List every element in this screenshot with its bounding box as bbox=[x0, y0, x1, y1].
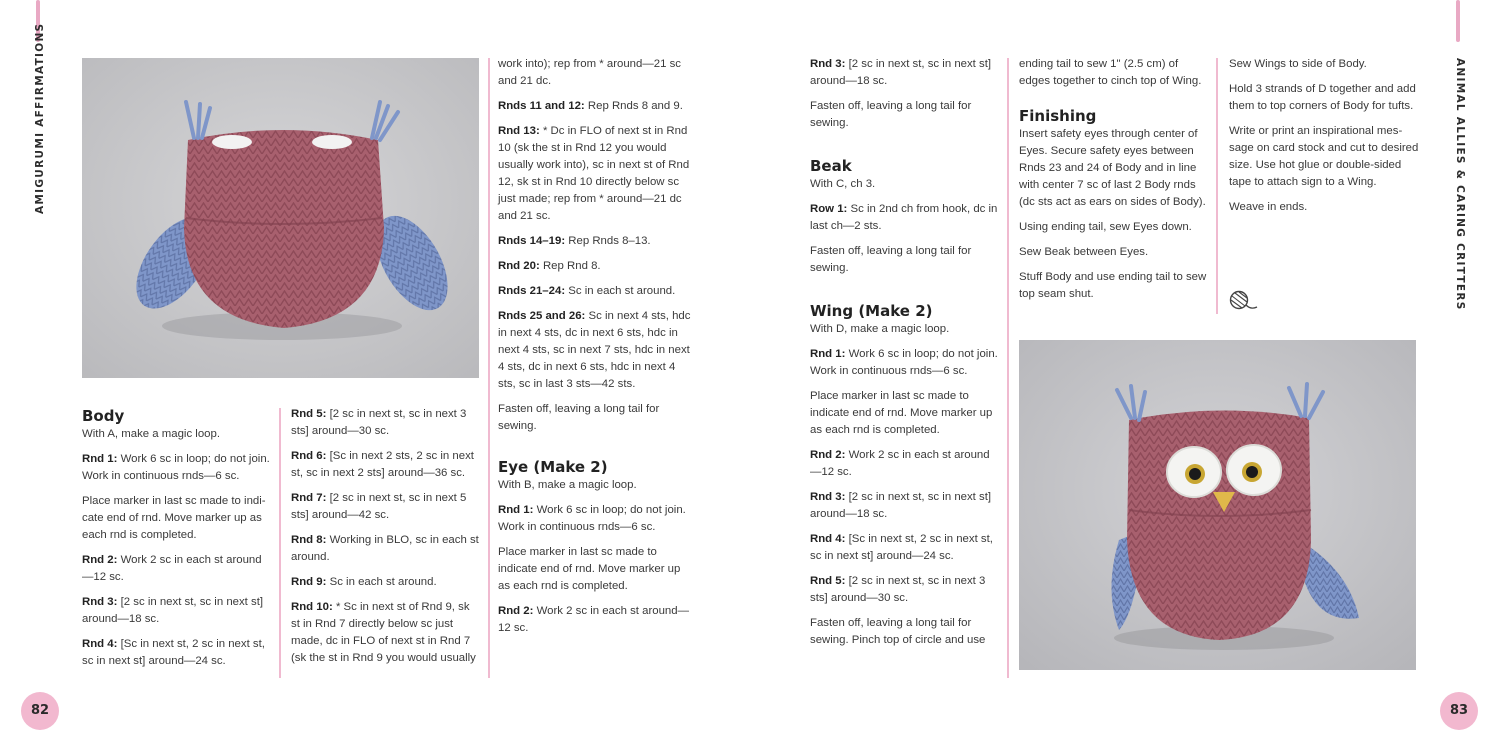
wing-rnd4: Rnd 4: [Sc in next st, 2 sc in next st, sc in next st] around—24 sc. bbox=[810, 533, 993, 562]
right-column-1 bbox=[810, 56, 1000, 657]
body-rnd3: Rnd 3: [2 sc in next st, sc in next st] around—18 sc. bbox=[82, 596, 264, 625]
wing-continued: ending tail to sew 1" (2.5 cm) of edges together to cinch top of Wing. bbox=[1019, 58, 1202, 87]
wing-rnd2: Rnd 2: Work 2 sc in each st around—12 sc. bbox=[810, 449, 990, 478]
owl-front-photo bbox=[1019, 340, 1416, 670]
wing-rnd3: Rnd 3: [2 sc in next st, sc in next st] around—18 sc. bbox=[810, 491, 992, 520]
rnd10-continued: work into); rep from * around—21 sc and 21 dc. bbox=[498, 58, 681, 87]
finishing-weave: Weave in ends. bbox=[1229, 201, 1308, 213]
body-fasten-off: Fasten off, leaving a long tail for sewing. bbox=[498, 403, 660, 432]
eye-heading: Eye (Make 2) bbox=[498, 458, 608, 476]
yarn-ball-icon bbox=[1229, 290, 1259, 317]
body-rnds11-12: Rnds 11 and 12: Rep Rnds 8 and 9. bbox=[498, 100, 683, 112]
body-intro: With A, make a magic loop. bbox=[82, 428, 221, 440]
column-divider bbox=[1216, 58, 1218, 314]
body-rnd7: Rnd 7: [2 sc in next st, sc in next 5 sts] around—42 sc. bbox=[291, 492, 467, 521]
page-number-left: 82 bbox=[21, 692, 59, 730]
wing-rnd5: Rnd 5: [2 sc in next st, sc in next 3 sts] around—30 sc. bbox=[810, 575, 986, 604]
right-column-3 bbox=[1229, 56, 1419, 224]
body-rnds21-24: Rnds 21–24: Sc in each st around. bbox=[498, 285, 676, 297]
body-rnd8: Rnd 8: Working in BLO, sc in each st around. bbox=[291, 534, 479, 563]
body-rnd1: Rnd 1: Work 6 sc in loop; do not join. Work in continuous rnds—6 sc. bbox=[82, 453, 270, 482]
right-tab-marker bbox=[1456, 0, 1460, 42]
eye-fasten-off: Fasten off, leaving a long tail for sewing. bbox=[810, 100, 972, 129]
body-rnd6: Rnd 6: [Sc in next 2 sts, 2 sc in next st, sc in next 2 sts] around—36 sc. bbox=[291, 450, 474, 479]
beak-intro: With C, ch 3. bbox=[810, 178, 876, 190]
running-head-left: AMIGURUMI AFFIRMATIONS bbox=[34, 22, 46, 214]
body-rnd5: Rnd 5: [2 sc in next st, sc in next 3 sts] around—30 sc. bbox=[291, 408, 467, 437]
body-rnd20: Rnd 20: Rep Rnd 8. bbox=[498, 260, 601, 272]
column-divider bbox=[1007, 58, 1009, 678]
eye-rnd1: Rnd 1: Work 6 sc in loop; do not join. Work in continuous rnds—6 sc. bbox=[498, 504, 686, 533]
finishing-sign: Write or print an inspirational mes-sage on card stock and cut to desired size. Use hot glue or double-sided tape to attach sign to a Wing. bbox=[1229, 125, 1419, 188]
finishing-sew-wings: Sew Wings to side of Body. bbox=[1229, 58, 1367, 70]
column-divider bbox=[488, 58, 490, 678]
eye-marker-note: Place marker in last sc made to indicate end of rnd. Move marker up as each rnd is completed. bbox=[498, 546, 681, 592]
body-rnd2: Rnd 2: Work 2 sc in each st around—12 sc. bbox=[82, 554, 262, 583]
wing-heading: Wing (Make 2) bbox=[810, 302, 933, 320]
finishing-sew-eyes: Using ending tail, sew Eyes down. bbox=[1019, 221, 1192, 233]
finishing-heading: Finishing bbox=[1019, 107, 1097, 125]
eye-rnd2: Rnd 2: Work 2 sc in each st around—12 sc. bbox=[498, 605, 689, 634]
wing-rnd1: Rnd 1: Work 6 sc in loop; do not join. Work in continuous rnds—6 sc. bbox=[810, 348, 998, 377]
beak-heading: Beak bbox=[810, 157, 852, 175]
eye-rnd3: Rnd 3: [2 sc in next st, sc in next st] around—18 sc. bbox=[810, 58, 992, 87]
body-heading: Body bbox=[82, 407, 125, 425]
body-rnd13: Rnd 13: * Dc in FLO of next st in Rnd 10 (sk the st in Rnd 12 you would usually work into), sc in next st of Rnd 12, sk st in Rnd 10 directly below sc just made; rep from * around—21 dc and 21 sc. bbox=[498, 125, 690, 222]
wing-fasten-off: Fasten off, leaving a long tail for sewing. Pinch top of circle and use bbox=[810, 617, 986, 646]
eye-intro: With B, make a magic loop. bbox=[498, 479, 637, 491]
body-rnd10: Rnd 10: * Sc in next st of Rnd 9, sk st in Rnd 7 directly below sc just made, dc in FLO of next st in Rnd 7 (sk the st in Rnd 9 you would usually bbox=[291, 601, 476, 664]
left-column-1 bbox=[82, 406, 272, 678]
finishing-eyes: Insert safety eyes through center of Eyes. Secure safety eyes between Rnds 23 and 24 of Body and in line with center 7 sc of last 2 Body rnds (dc sts act as ears on sides of Body). bbox=[1019, 128, 1206, 208]
left-column-3 bbox=[498, 56, 694, 645]
wing-intro: With D, make a magic loop. bbox=[810, 323, 950, 335]
body-marker-note: Place marker in last sc made to indi-cate end of rnd. Move marker up as each rnd is completed. bbox=[82, 495, 266, 541]
owl-back-photo bbox=[82, 58, 479, 378]
column-divider bbox=[279, 408, 281, 678]
body-rnd4: Rnd 4: [Sc in next st, 2 sc in next st, sc in next st] around—24 sc. bbox=[82, 638, 265, 667]
running-head-right: ANIMAL ALLIES & CARING CRITTERS bbox=[1454, 58, 1466, 311]
finishing-stuff-body: Stuff Body and use ending tail to sew top seam shut. bbox=[1019, 271, 1207, 300]
left-column-2 bbox=[291, 406, 481, 675]
body-rnds25-26: Rnds 25 and 26: Sc in next 4 sts, hdc in next 4 sts, dc in next 6 sts, hdc in next 4 sts, sc in next 7 sts, hdc in next 4 sts, dc in next 6 sts, hdc in next 4 sts, sc in last 3 sts—42 sts. bbox=[498, 310, 691, 390]
wing-marker-note: Place marker in last sc made to indicate end of rnd. Move marker up as each rnd is completed. bbox=[810, 390, 993, 436]
body-rnd9: Rnd 9: Sc in each st around. bbox=[291, 576, 437, 588]
finishing-sew-beak: Sew Beak between Eyes. bbox=[1019, 246, 1149, 258]
right-column-2 bbox=[1019, 56, 1209, 311]
beak-row1: Row 1: Sc in 2nd ch from hook, dc in last ch—2 sts. bbox=[810, 203, 998, 232]
page-number-right: 83 bbox=[1440, 692, 1478, 730]
body-rnds14-19: Rnds 14–19: Rep Rnds 8–13. bbox=[498, 235, 651, 247]
beak-fasten-off: Fasten off, leaving a long tail for sewing. bbox=[810, 245, 972, 274]
finishing-tufts: Hold 3 strands of D together and add them to top corners of Body for tufts. bbox=[1229, 83, 1416, 112]
